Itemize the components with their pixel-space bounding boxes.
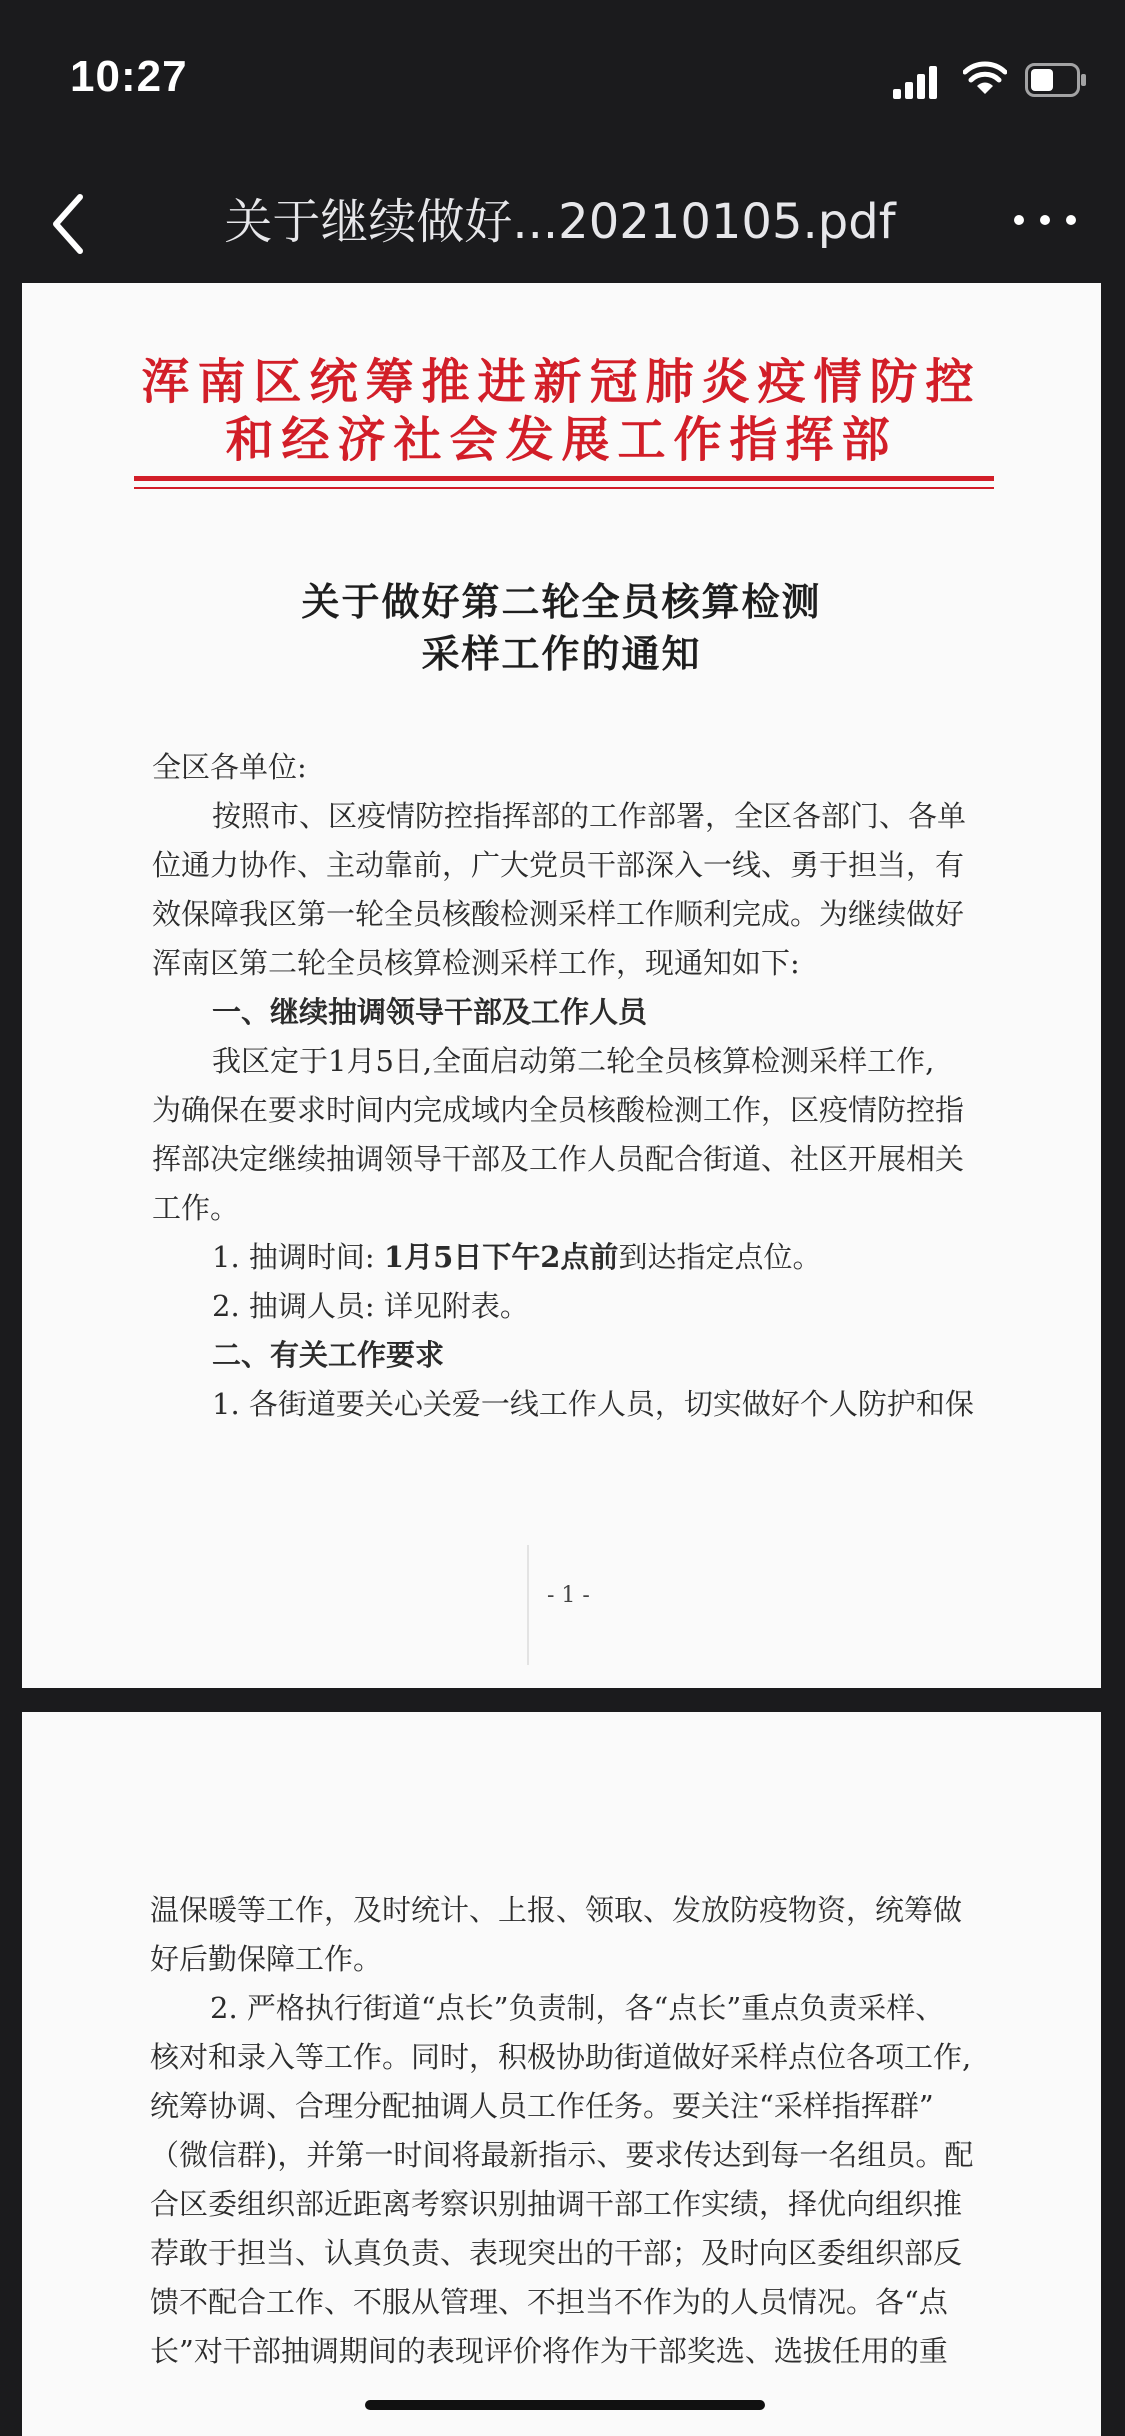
list-item-1 [212, 1235, 821, 1276]
body-line: 核对和录入等工作。同时，积极协助街道做好采样点位各项工作, [150, 2040, 972, 2074]
list-item-1-time: 1月5日下午2点前 [383, 1240, 619, 1274]
back-chevron-icon[interactable] [46, 189, 96, 259]
list-item-1-suffix: 到达指定点位。 [618, 1240, 822, 1274]
body-line: 荐敢于担当、认真负责、表现突出的干部；及时向区委组织部反 [150, 2236, 963, 2270]
body-line: 浑南区第二轮全员核算检测采样工作，现通知如下: [152, 946, 800, 980]
body-line: 为确保在要求时间内完成域内全员核酸检测工作，区疫情防控指 [152, 1093, 965, 1127]
red-rule-thin [134, 487, 994, 489]
body-line: 温保暖等工作，及时统计、上报、领取、发放防疫物资，统筹做 [150, 1893, 963, 1927]
body-line: 统筹协调、合理分配抽调人员工作任务。要关注“采样指挥群” [150, 2089, 934, 2123]
wifi-icon [963, 60, 1007, 98]
body-line: 挥部决定继续抽调领导干部及工作人员配合街道、社区开展相关 [152, 1142, 965, 1176]
notice-title-line-2: 采样工作的通知 [421, 631, 702, 676]
body-line: 工作。 [152, 1191, 240, 1225]
document-title: 关于继续做好...20210105.pdf [224, 194, 896, 250]
battery-icon [1025, 63, 1087, 97]
salutation: 全区各单位: [152, 750, 307, 784]
section-heading-1: 一、继续抽调领导干部及工作人员 [212, 995, 648, 1029]
more-options-icon[interactable] [1010, 195, 1090, 245]
cellular-signal-icon [893, 63, 937, 99]
navigation-bar [0, 165, 1125, 275]
red-header-line-1: 浑南区统筹推进新冠肺炎疫情防控 [141, 354, 982, 410]
list-item-1-prefix: 1. 抽调时间: [212, 1240, 384, 1274]
body-line: 位通力协作、主动靠前，广大党员干部深入一线、勇于担当，有 [152, 848, 965, 882]
body-line: 效保障我区第一轮全员核酸检测采样工作顺利完成。为继续做好 [152, 897, 965, 931]
red-header-line-2: 和经济社会发展工作指挥部 [225, 412, 898, 468]
section-heading-2: 二、有关工作要求 [212, 1338, 445, 1372]
page-divider [527, 1545, 529, 1665]
body-line: （微信群)，并第一时间将最新指示、要求传达到每一名组员。配 [150, 2138, 974, 2172]
body-line: 好后勤保障工作。 [150, 1942, 383, 1976]
body-line: 我区定于1月5日,全面启动第二轮全员核算检测采样工作, [212, 1044, 935, 1078]
list-item-2: 2. 抽调人员: 详见附表。 [212, 1289, 529, 1323]
body-line: 馈不配合工作、不服从管理、不担当不作为的人员情况。各“点 [150, 2285, 948, 2319]
body-line: 2. 严格执行街道“点长”负责制，各“点长”重点负责采样、 [210, 1991, 945, 2025]
body-line: 合区委组织部近距离考察识别抽调干部工作实绩，择优向组织推 [150, 2187, 963, 2221]
red-rule-thick [134, 476, 994, 481]
pdf-page-2[interactable] [22, 1712, 1101, 2436]
home-indicator[interactable] [365, 2400, 765, 2410]
pdf-page-1[interactable] [22, 283, 1101, 1688]
status-time: 10:27 [70, 52, 188, 101]
body-line: 1. 各街道要关心关爱一线工作人员，切实做好个人防护和保 [212, 1387, 974, 1421]
notice-title-line-1: 关于做好第二轮全员核算检测 [301, 579, 822, 624]
body-line: 按照市、区疫情防控指挥部的工作部署，全区各部门、各单 [212, 799, 967, 833]
status-bar [0, 0, 1125, 160]
page-number: - 1 - [547, 1583, 590, 1608]
body-line: 长”对干部抽调期间的表现评价将作为干部奖选、选拔任用的重 [150, 2334, 948, 2368]
